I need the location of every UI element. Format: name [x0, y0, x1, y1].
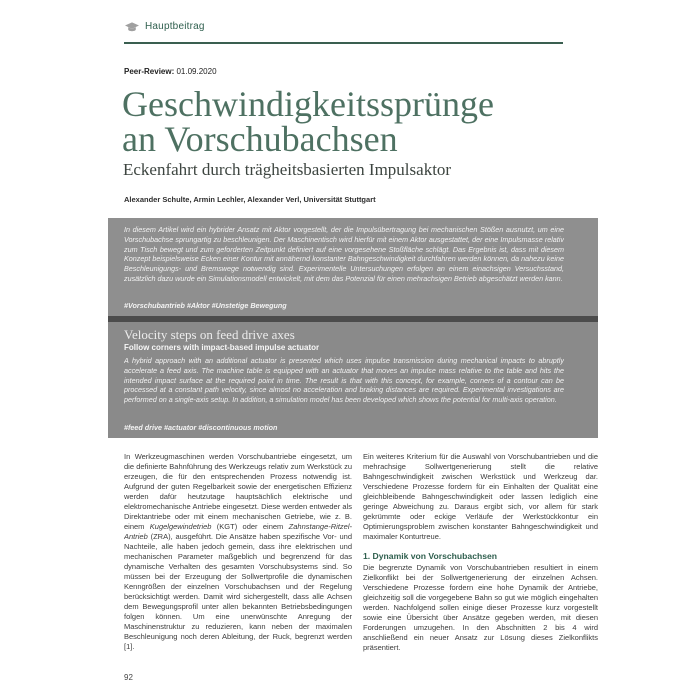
abstract-german-text: In diesem Artikel wird ein hybrider Ansatz mit Aktor vorgestellt, der die Impulsübertragung bei mechanischen Stößen ausnutzt, um eine Vorschubachse sprungartig zu beschleunigen. Der Maschinentisch wird hierfür mit einem Aktor ausgestattet, der eine Impulsmasse relativ zum Tisch bewegt und zum geforderten Zeitpunkt definiert auf eine vorgesehene Stoßfläche schlägt. Das Ergebnis ist, dass mit diesem Konzept beispielsweise Ecken einer Kontur mit annähernd konstanter Bahngeschwindigkeit durchfahren werden können, da nahezu keine Beschleunigungs- und Bremswege notwendig sind. Experimentelle Untersuchungen erfolgen an einem einachsigen Versuchsstand, zusätzlich dazu wurde ein Simulationsmodell entwickelt, mit dem das Potenzial für einen mehrachsigen Betrieb abgeschätzt werden kann. [124, 225, 564, 283]
body-paragraph-criteria: Ein weiteres Kriterium für die Auswahl von Vorschubantrieben und die mehrachsige Sollwertgenerierung stellt die relative Bahngeschwindigkeit zwischen Werkstück und Werkzeug dar. Verschiedene Prozesse fordern für ein Einhalten der Qualität eine gleichbleibende Bahngeschwindigkeit oder lassen lediglich eine geringe Abweichung zu. Daraus ergibt sich, vor allem für stark gekrümmte oder eckige Verläufe der Werkstückkontur ein Optimierungsproblem zwischen konstanter Bahngeschwindigkeit und maximaler Konturtreue. [363, 452, 598, 541]
article-subtitle: Eckenfahrt durch trägheitsbasierten Impulsaktor [123, 160, 452, 179]
article-title-line2: an Vorschubachsen [122, 119, 398, 159]
body-paragraph-dynamik: Die begrenzte Dynamik von Vorschubantrieben resultiert in einem Zielkonflikt bei der Sollwertgenerierung der einzelnen Achsen. Verschiedene Prozesse fordern eine hohe Dynamik der Antriebe, gleichzeitig soll die vorgegebene Bahn so gut wie möglich eingehalten werden. Nachfolgend sollen einige dieser Prozesse kurz vorgestellt sowie eine Übersicht über Ansätze gegeben werden, mit diesen Forderungen umzugehen. In den Abschnitten 2 bis 4 wird anschließend ein neuer Ansatz zur Lösung dieses Zielkonflikts präsentiert. [363, 563, 598, 652]
article-title-line1: Geschwindigkeitssprünge [122, 84, 494, 124]
graduation-cap-icon [125, 20, 139, 32]
abstract-english-title: Velocity steps on feed drive axes [124, 327, 295, 342]
peer-review-label: Peer-Review: [124, 67, 175, 76]
body-column-right [363, 452, 598, 666]
body-column-left [124, 452, 352, 666]
abstract-english-text: A hybrid approach with an additional actuator is presented which uses impulse transmission during mechanical impacts to abruptly accelerate a feed axis. The machine table is equipped with an actuator that moves an impulse mass relative to the table and hits the intended impact surface at the required point in time. The result is that with this concept, for example, corners of a contour can be processed at a constant path velocity, since almost no acceleration and braking distances are required. Experimental investigations are performed on a single-axis setup. In addition, a simulation model has been developed which shows the potential for multi-axis operation. [124, 356, 564, 405]
body-paragraph-intro: In Werkzeugmaschinen werden Vorschubantriebe eingesetzt, um die definierte Bahnführung des Werkzeugs relativ zum Werkstück zu erzeugen, die für den entsprechenden Prozess notwendig ist. Aufgrund der guten Regelbarkeit sowie der energetischen Effizienz werden dafür heutzutage hauptsächlich elektrische und elektromechanische Antriebe eingesetzt. Diese werden entweder als Direktantriebe oder mit einem mechanischen Getriebe, wie z. B. einem Kugelgewindetrieb (KGT) oder einem Zahnstange-Ritzel-Antrieb (ZRA), ausgeführt. Die Ansätze haben spezifische Vor- und Nachteile, alle haben jedoch gemein, dass ihre elektrischen und mechanischen Parameter maßgeblich und begrenzend für das dynamische Verhalten des gesamten Vorschubsystems sind. So müssen bei der Erzeugung der Sollwertprofile die dynamischen Kenngrößen der einzelnen Vorschubachsen und der Regelung berücksichtigt werden. Damit wird sichergestellt, dass alle Achsen dem Bewegungsprofil unter allen bekannten Betriebsbedingungen folgen können. Um eine unerwünschte Anregung der Maschinenstruktur zu reduzieren, kann neben der maximalen Beschleunigung noch deren Ableitung, der Ruck, begrenzt werden [1]. [124, 452, 353, 651]
abstract-english-subtitle: Follow corners with impact-based impulse actuator [124, 343, 320, 352]
abstract-german-box [108, 218, 598, 316]
section-heading-dynamik: 1. Dynamik von Vorschubachsen [363, 551, 498, 561]
article-body [124, 452, 598, 666]
page-number: 92 [124, 673, 133, 682]
peer-review-date: 01.09.2020 [176, 67, 217, 76]
article-title [122, 84, 602, 159]
page-header [125, 20, 205, 32]
abstract-english-box [108, 322, 598, 438]
header-rule [124, 42, 563, 44]
abstract-english-hashtags: #feed drive #actuator #discontinuous motion [124, 423, 278, 432]
peer-review-line [124, 67, 217, 76]
authors-line: Alexander Schulte, Armin Lechler, Alexander Verl, Universität Stuttgart [124, 195, 376, 204]
category-label: Hauptbeitrag [145, 20, 205, 32]
abstract-german-hashtags: #Vorschubantrieb #Aktor #Unstetige Bewegung [124, 301, 287, 310]
